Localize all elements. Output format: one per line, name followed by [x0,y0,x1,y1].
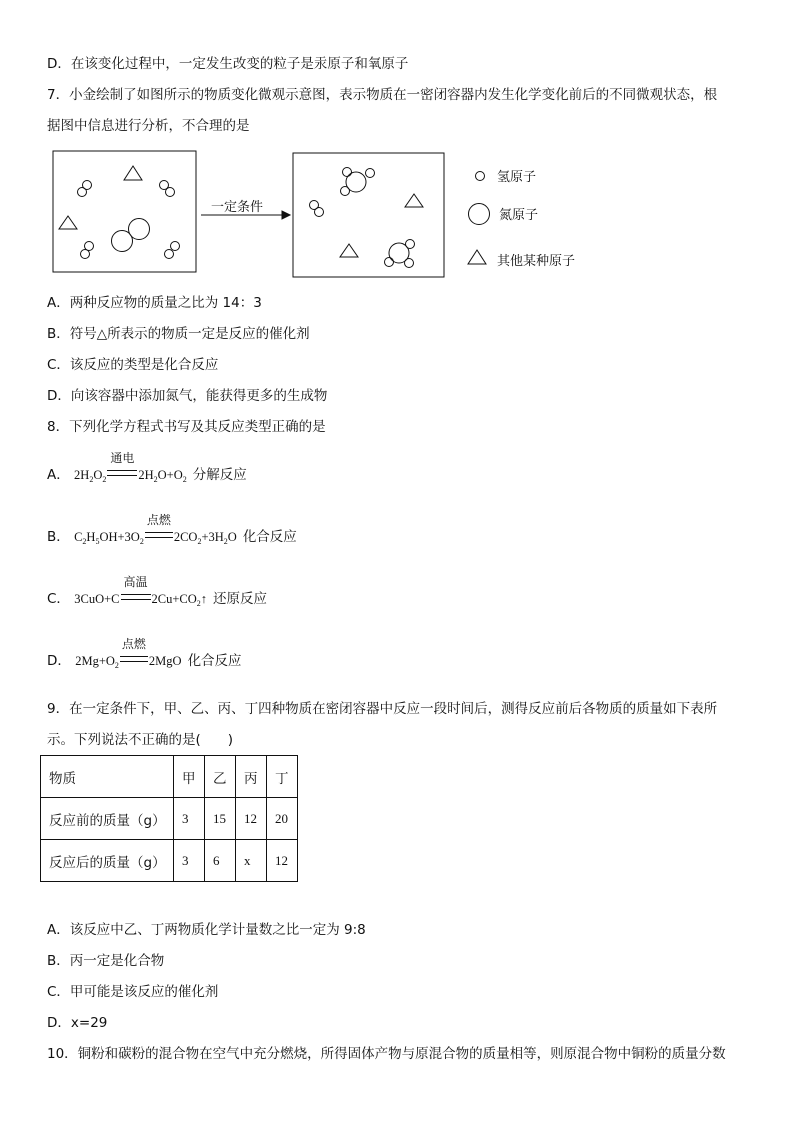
nitrogen-atom-legend-icon [469,204,490,225]
q9-stem-line1: 9．在一定条件下，甲、乙、丙、丁四种物质在密闭容器中反应一段时间后，测得反应前后各物质的质量如下表所 [47,701,718,717]
other-atom-legend-icon [468,250,486,264]
table-header-row [41,756,298,798]
q7-microscopic-diagram [0,140,794,285]
equation-right: $2H_2O+O_2$ [138,468,187,484]
arrow-condition-label: 一定条件 [211,200,264,215]
triangle-particle [405,194,423,207]
equation-left: $2H_2O_2$ [74,468,107,484]
q7-stem-line1: 7．小金绘制了如图所示的物质变化微观示意图，表示物质在一密闭容器内发生化学变化前后的不同微观状态，根 [47,87,718,103]
q8-stem: 8．下列化学方程式书写及其反应类型正确的是 [47,419,326,435]
table-cell: 6 [205,840,236,882]
q8-option-c: C． 3CuO+C 高温 $2Cu+CO_2↑$ 还原反应 [47,575,268,608]
table-header-cell: 乙 [205,756,236,798]
reaction-condition: 高温 [120,590,152,608]
nh3-molecule [341,168,375,196]
triangle-particle [340,244,358,257]
legend-label-other: 其他某种原子 [497,254,576,269]
reaction-condition: 点燃 [119,652,149,670]
reaction-condition: 通电 [106,466,138,484]
q8-option-d: D． $2Mg+O_2$ 点燃 2MgO 化合反应 [47,637,242,670]
q7-option-b: B．符号△所表示的物质一定是反应的催化剂 [47,326,310,342]
table-row [41,798,298,840]
h2-molecule [78,181,92,197]
equation-right: $2Cu+CO_2↑$ [151,592,208,608]
h2-molecule [310,201,324,217]
equation-right: $2CO_2+3H_2O$ [173,530,237,546]
q7-stem-line2: 据图中信息进行分析，不合理的是 [47,118,250,134]
legend-label-hydrogen: 氢原子 [497,170,537,185]
hydrogen-atom-legend-icon [476,172,485,181]
q9-stem-line2: 示。下列说法不正确的是( ) [47,732,234,748]
table-cell: 3 [174,840,205,882]
before-reaction-box [53,151,196,272]
table-cell: 20 [267,798,298,840]
h2-molecule [160,181,175,197]
h2-molecule [81,242,94,259]
q9-option-a: A．该反应中乙、丁两物质化学计量数之比一定为 9:8 [47,922,366,938]
n2-molecule [112,219,150,252]
q9-mass-table [40,755,298,882]
table-cell: 反应前的质量（g） [41,798,174,840]
table-cell: 15 [205,798,236,840]
equation-left: $C_2H_5OH+3O_2$ [74,530,144,546]
q9-option-d: D．x=29 [47,1015,108,1031]
table-cell: 3 [174,798,205,840]
table-cell: x [236,840,267,882]
q8-option-a: A． $2H_2O_2$ 通电 $2H_2O+O_2$ 分解反应 [47,451,247,484]
q8-option-b: B． $C_2H_5OH+3O_2$ 点燃 $2CO_2+3H_2O$ 化合反应 [47,513,297,546]
q10-stem-line1: 10．铜粉和碳粉的混合物在空气中充分燃烧，所得固体产物与原混合物的质量相等，则原混合物中铜粉的质量分数 [47,1046,726,1062]
legend-label-nitrogen: 氮原子 [499,208,539,223]
reaction-condition: 点燃 [144,528,174,546]
equation-left: $2Mg+O_2$ [75,654,119,670]
nh3-molecule [385,240,415,268]
table-cell: 12 [267,840,298,882]
q9-option-c: C．甲可能是该反应的催化剂 [47,984,219,1000]
triangle-particle [59,216,77,229]
table-row [41,840,298,882]
triangle-particle [124,166,142,180]
q9-option-b: B．丙一定是化合物 [47,953,165,969]
q7-option-c: C．该反应的类型是化合反应 [47,357,219,373]
table-cell: 12 [236,798,267,840]
table-cell: 反应后的质量（g） [41,840,174,882]
table-header-cell: 物质 [41,756,174,798]
reaction-arrowhead [282,211,290,219]
equation-left: 3CuO+C [74,592,120,606]
table-header-cell: 甲 [174,756,205,798]
table-header-cell: 丁 [267,756,298,798]
q6-option-d: D．在该变化过程中，一定发生改变的粒子是汞原子和氧原子 [47,56,409,72]
h2-molecule [165,242,180,259]
table-header-cell: 丙 [236,756,267,798]
q7-option-d: D．向该容器中添加氮气，能获得更多的生成物 [47,388,328,404]
equation-right: 2MgO [148,654,182,668]
q7-option-a: A．两种反应物的质量之比为 14：3 [47,295,262,311]
